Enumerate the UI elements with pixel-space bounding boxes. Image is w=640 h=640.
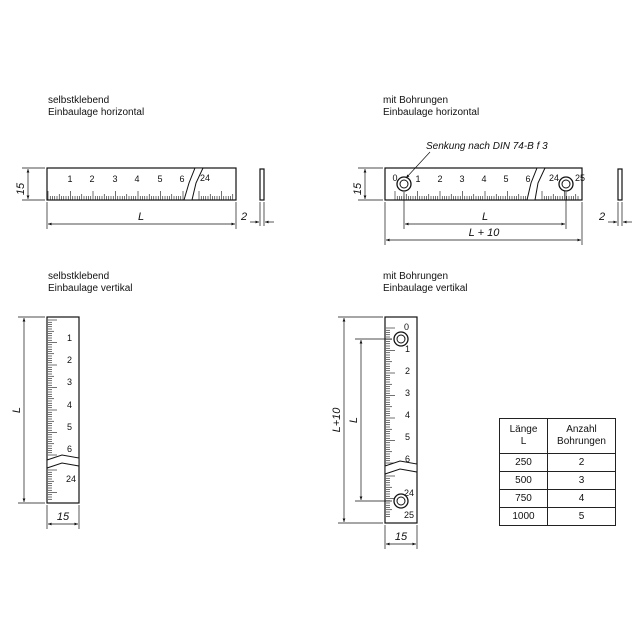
scale-number: 4 xyxy=(405,410,411,420)
scale-label-25: 25 xyxy=(575,173,586,183)
dim-thickness: 2 xyxy=(599,211,606,223)
table-cell: 250 xyxy=(500,454,548,472)
table-header-length: Länge L xyxy=(500,419,548,454)
caption-line: mit Bohrungen xyxy=(383,95,449,106)
dim-thickness: 2 xyxy=(241,211,248,223)
scale-number: 3 xyxy=(405,388,411,398)
scale-label-25: 25 xyxy=(404,510,415,520)
scale-number: 6 xyxy=(179,174,185,184)
scale-label-0: 0 xyxy=(392,173,398,183)
scale-number: 3 xyxy=(459,174,465,184)
caption-line: Einbaulage vertikal xyxy=(48,283,133,294)
dim-width: 15 xyxy=(56,511,70,523)
scale-ticks xyxy=(48,320,57,455)
scale-number: 1 xyxy=(67,333,73,343)
dim-height: 15 xyxy=(352,182,364,196)
countersink-note: Senkung nach DIN 74-B f 3 xyxy=(426,141,548,152)
table-cell: 2 xyxy=(548,454,616,472)
table-header-holes: Anzahl Bohrungen xyxy=(548,419,616,454)
table-cell: 4 xyxy=(548,490,616,508)
scale-number: 4 xyxy=(67,400,73,410)
scale-number: 4 xyxy=(481,174,487,184)
dim-width: 15 xyxy=(394,531,408,543)
scale-ticks xyxy=(386,328,395,463)
scale-numbers xyxy=(67,174,184,184)
scale-number: 2 xyxy=(437,174,443,184)
break-line xyxy=(47,455,79,468)
caption-line: selbstklebend xyxy=(48,95,110,106)
table-cell: 750 xyxy=(500,490,548,508)
scale-label-24: 24 xyxy=(549,173,560,183)
dim-height: 15 xyxy=(15,182,27,196)
scale-number: 6 xyxy=(67,444,73,454)
dim-length: L xyxy=(348,416,360,424)
scale-ticks xyxy=(48,470,57,499)
scale-number: 2 xyxy=(67,355,73,365)
scale-number: 6 xyxy=(405,454,411,464)
spec-table xyxy=(499,418,616,526)
dim-length-plus: L + 10 xyxy=(468,227,500,239)
scale-number: 3 xyxy=(112,174,118,184)
scale-vertical-holes xyxy=(331,317,417,549)
dim-length: L xyxy=(137,211,145,223)
scale-numbers xyxy=(405,344,410,464)
scale-label-0: 0 xyxy=(404,322,410,332)
scale-number: 5 xyxy=(503,174,509,184)
scale-number: 4 xyxy=(134,174,140,184)
caption-line: Einbaulage horizontal xyxy=(383,107,480,118)
table-row xyxy=(500,490,616,508)
table-row xyxy=(500,472,616,490)
scale-numbers xyxy=(415,174,530,184)
dim-length: L xyxy=(481,211,489,223)
scale-number: 1 xyxy=(405,344,411,354)
scale-vertical-adhesive xyxy=(11,317,79,529)
table-header-row xyxy=(500,419,616,454)
caption-line: Einbaulage horizontal xyxy=(48,107,145,118)
thickness-view xyxy=(260,169,264,200)
dim-length: L xyxy=(11,406,23,414)
dim-length-plus: L+10 xyxy=(331,407,343,433)
table-row xyxy=(500,454,616,472)
scale-ticks xyxy=(48,191,190,200)
scale-ticks xyxy=(395,191,530,200)
scale-number: 6 xyxy=(525,174,531,184)
scale-number: 1 xyxy=(415,174,421,184)
table-cell: 1000 xyxy=(500,508,548,526)
caption-line: mit Bohrungen xyxy=(383,271,449,282)
thickness-view xyxy=(618,169,622,200)
scale-ticks xyxy=(386,476,395,517)
scale-number: 5 xyxy=(405,432,411,442)
scale-numbers xyxy=(67,333,72,454)
scale-number: 2 xyxy=(89,174,95,184)
scale-label-24: 24 xyxy=(404,488,415,498)
scale-number: 1 xyxy=(67,174,73,184)
caption-line: Einbaulage vertikal xyxy=(383,283,468,294)
table-cell: 5 xyxy=(548,508,616,526)
scale-number: 3 xyxy=(67,377,73,387)
scale-horizontal-adhesive xyxy=(15,168,274,229)
scale-number: 5 xyxy=(157,174,163,184)
scale-label-24: 24 xyxy=(200,173,211,183)
table-cell: 3 xyxy=(548,472,616,490)
scale-ticks xyxy=(199,191,233,200)
scale-ticks xyxy=(542,191,578,200)
scale-number: 2 xyxy=(405,366,411,376)
caption-line: selbstklebend xyxy=(48,271,110,282)
scale-label-24: 24 xyxy=(66,474,77,484)
scale-horizontal-holes xyxy=(352,141,632,245)
scale-number: 5 xyxy=(67,422,73,432)
table-cell: 500 xyxy=(500,472,548,490)
table-row xyxy=(500,508,616,526)
